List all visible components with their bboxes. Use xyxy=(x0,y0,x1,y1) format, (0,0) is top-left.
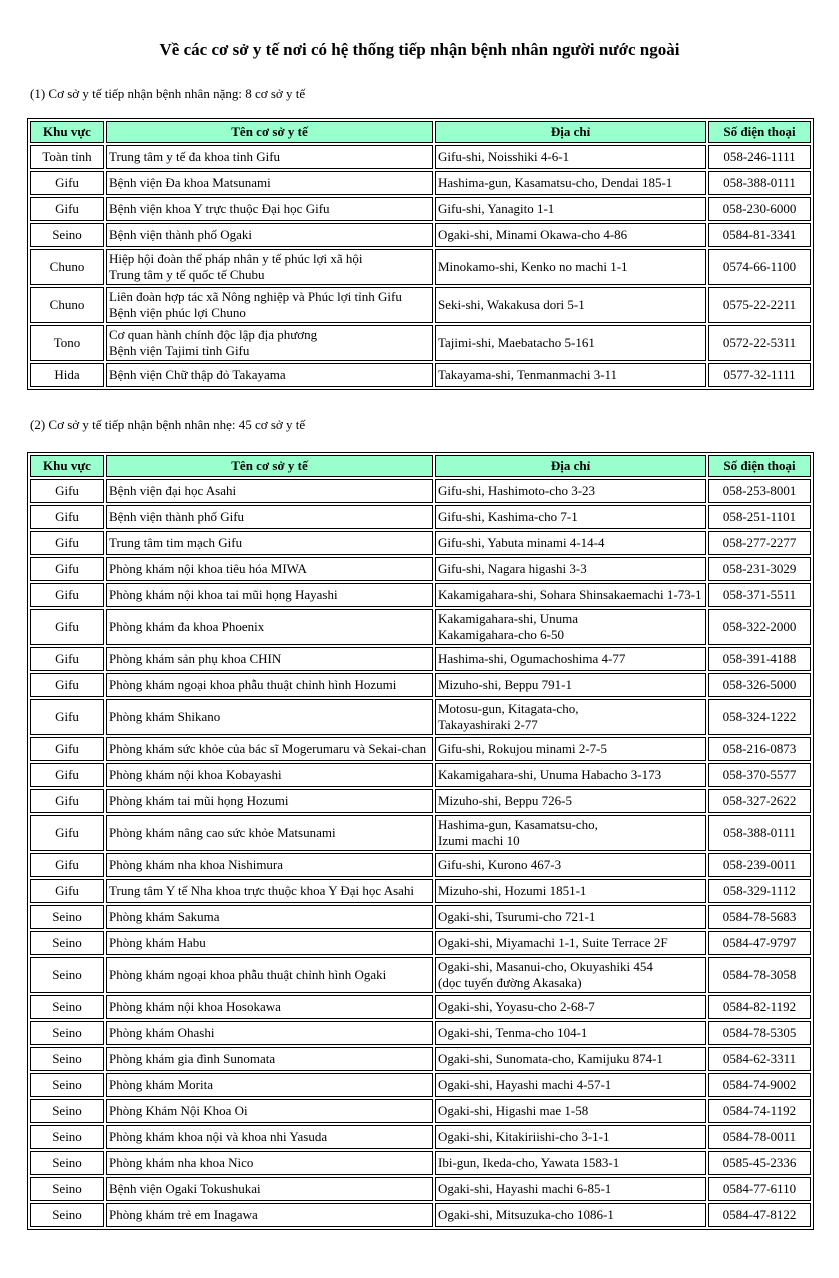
facility-name-cell: Phòng khám sức khỏe của bác sĩ Mogerumaru và Sekai-chan xyxy=(106,737,433,761)
table-header-row xyxy=(30,121,811,143)
phone-cell: 0584-78-5683 xyxy=(708,905,811,929)
address-cell: Ogaki-shi, Minami Okawa-cho 4-86 xyxy=(435,223,706,247)
phone-cell: 058-388-0111 xyxy=(708,815,811,851)
table-header-row xyxy=(30,455,811,477)
phone-cell: 058-326-5000 xyxy=(708,673,811,697)
area-cell: Gifu xyxy=(30,879,104,903)
phone-cell: 058-388-0111 xyxy=(708,171,811,195)
address-cell: Ogaki-shi, Kitakiriishi-cho 3-1-1 xyxy=(435,1125,706,1149)
facility-name-cell: Phòng khám nội khoa Kobayashi xyxy=(106,763,433,787)
table-row xyxy=(30,609,811,645)
facility-name-cell: Phòng khám nội khoa Hosokawa xyxy=(106,995,433,1019)
area-cell: Seino xyxy=(30,1099,104,1123)
table-row xyxy=(30,879,811,903)
phone-cell: 058-322-2000 xyxy=(708,609,811,645)
area-cell: Gifu xyxy=(30,815,104,851)
col-header-facility: Tên cơ sở y tế xyxy=(106,121,433,143)
table-row xyxy=(30,815,811,851)
phone-cell: 0584-74-9002 xyxy=(708,1073,811,1097)
area-cell: Seino xyxy=(30,1151,104,1175)
area-cell: Gifu xyxy=(30,505,104,529)
area-cell: Gifu xyxy=(30,197,104,221)
table-row xyxy=(30,287,811,323)
facility-name-cell: Bệnh viện thành phố Ogaki xyxy=(106,223,433,247)
facility-name-cell: Phòng khám sản phụ khoa CHIN xyxy=(106,647,433,671)
area-cell: Chuno xyxy=(30,249,104,285)
phone-cell: 0584-62-3311 xyxy=(708,1047,811,1071)
table-row xyxy=(30,223,811,247)
facility-name-cell: Bệnh viện Chữ thập đỏ Takayama xyxy=(106,363,433,387)
area-cell: Seino xyxy=(30,1177,104,1201)
table-row xyxy=(30,737,811,761)
table-row xyxy=(30,145,811,169)
address-cell: Mizuho-shi, Beppu 791-1 xyxy=(435,673,706,697)
phone-cell: 058-370-5577 xyxy=(708,763,811,787)
table-row xyxy=(30,789,811,813)
facility-name-cell: Phòng khám đa khoa Phoenix xyxy=(106,609,433,645)
col-header-phone: Số điện thoại xyxy=(708,455,811,477)
area-cell: Gifu xyxy=(30,609,104,645)
facility-name-cell: Bệnh viện thành phố Gifu xyxy=(106,505,433,529)
facility-name-cell: Phòng khám trẻ em Inagawa xyxy=(106,1203,433,1227)
area-cell: Gifu xyxy=(30,583,104,607)
facility-name-cell: Phòng khám Shikano xyxy=(106,699,433,735)
phone-cell: 058-253-8001 xyxy=(708,479,811,503)
address-cell: Seki-shi, Wakakusa dori 5-1 xyxy=(435,287,706,323)
area-cell: Seino xyxy=(30,1073,104,1097)
table-row xyxy=(30,699,811,735)
facility-name-cell: Phòng khám nội khoa tiêu hóa MIWA xyxy=(106,557,433,581)
address-cell: Hashima-gun, Kasamatsu-cho, Dendai 185-1 xyxy=(435,171,706,195)
table-row xyxy=(30,531,811,555)
phone-cell: 058-324-1222 xyxy=(708,699,811,735)
col-header-area: Khu vực xyxy=(30,455,104,477)
address-cell: Gifu-shi, Kashima-cho 7-1 xyxy=(435,505,706,529)
facility-name-cell: Hiệp hội đoàn thể pháp nhân y tế phúc lợi xã hội Trung tâm y tế quốc tế Chubu xyxy=(106,249,433,285)
phone-cell: 0584-47-8122 xyxy=(708,1203,811,1227)
facility-name-cell: Trung tâm tim mạch Gifu xyxy=(106,531,433,555)
phone-cell: 058-371-5511 xyxy=(708,583,811,607)
phone-cell: 058-239-0011 xyxy=(708,853,811,877)
table-row xyxy=(30,249,811,285)
table-row xyxy=(30,557,811,581)
facility-name-cell: Phòng khám Sakuma xyxy=(106,905,433,929)
address-cell: Ogaki-shi, Masanui-cho, Okuyashiki 454 (dọc tuyến đường Akasaka) xyxy=(435,957,706,993)
address-cell: Ogaki-shi, Mitsuzuka-cho 1086-1 xyxy=(435,1203,706,1227)
area-cell: Gifu xyxy=(30,789,104,813)
area-cell: Gifu xyxy=(30,557,104,581)
table-row xyxy=(30,673,811,697)
address-cell: Ogaki-shi, Hayashi machi 4-57-1 xyxy=(435,1073,706,1097)
address-cell: Kakamigahara-shi, Sohara Shinsakaemachi 1-73-1 xyxy=(435,583,706,607)
address-cell: Mizuho-shi, Beppu 726-5 xyxy=(435,789,706,813)
area-cell: Gifu xyxy=(30,763,104,787)
phone-cell: 0584-77-6110 xyxy=(708,1177,811,1201)
address-cell: Ogaki-shi, Yoyasu-cho 2-68-7 xyxy=(435,995,706,1019)
section-1-heading: (1) Cơ sở y tế tiếp nhận bệnh nhân nặng: 8 cơ sở y tế xyxy=(30,86,306,101)
area-cell: Seino xyxy=(30,1203,104,1227)
address-cell: Kakamigahara-shi, Unuma Habacho 3-173 xyxy=(435,763,706,787)
area-cell: Seino xyxy=(30,1021,104,1045)
table-row xyxy=(30,583,811,607)
area-cell: Gifu xyxy=(30,647,104,671)
area-cell: Toàn tỉnh xyxy=(30,145,104,169)
table-row xyxy=(30,1203,811,1227)
facility-name-cell: Phòng khám ngoại khoa phẫu thuật chỉnh hình Hozumi xyxy=(106,673,433,697)
address-cell: Ogaki-shi, Tsurumi-cho 721-1 xyxy=(435,905,706,929)
table-row xyxy=(30,1177,811,1201)
phone-cell: 058-246-1111 xyxy=(708,145,811,169)
table-row xyxy=(30,995,811,1019)
area-cell: Gifu xyxy=(30,699,104,735)
facility-name-cell: Trung tâm y tế đa khoa tỉnh Gifu xyxy=(106,145,433,169)
table-row xyxy=(30,763,811,787)
table-row xyxy=(30,1151,811,1175)
area-cell: Seino xyxy=(30,1125,104,1149)
facility-name-cell: Phòng khám khoa nội và khoa nhi Yasuda xyxy=(106,1125,433,1149)
area-cell: Gifu xyxy=(30,531,104,555)
facility-name-cell: Bệnh viện Đa khoa Matsunami xyxy=(106,171,433,195)
facility-name-cell: Phòng khám Morita xyxy=(106,1073,433,1097)
facility-name-cell: Phòng khám Ohashi xyxy=(106,1021,433,1045)
col-header-address: Địa chỉ xyxy=(435,121,706,143)
address-cell: Gifu-shi, Noisshiki 4-6-1 xyxy=(435,145,706,169)
area-cell: Seino xyxy=(30,995,104,1019)
facility-name-cell: Cơ quan hành chính độc lập địa phương Bệnh viện Tajimi tỉnh Gifu xyxy=(106,325,433,361)
phone-cell: 0574-66-1100 xyxy=(708,249,811,285)
section-2-heading: (2) Cơ sở y tế tiếp nhận bệnh nhân nhẹ: 45 cơ sở y tế xyxy=(30,417,306,432)
area-cell: Seino xyxy=(30,931,104,955)
table-row xyxy=(30,1125,811,1149)
page-title: Về các cơ sở y tế nơi có hệ thống tiếp nhận bệnh nhân người nước ngoài xyxy=(159,40,680,59)
address-cell: Ogaki-shi, Higashi mae 1-58 xyxy=(435,1099,706,1123)
table-row xyxy=(30,479,811,503)
table-row xyxy=(30,1021,811,1045)
phone-cell: 058-277-2277 xyxy=(708,531,811,555)
area-cell: Gifu xyxy=(30,737,104,761)
facility-name-cell: Phòng Khám Nội Khoa Oi xyxy=(106,1099,433,1123)
address-cell: Kakamigahara-shi, Unuma Kakamigahara-cho 6-50 xyxy=(435,609,706,645)
facility-name-cell: Trung tâm Y tế Nha khoa trực thuộc khoa Y Đại học Asahi xyxy=(106,879,433,903)
phone-cell: 058-230-6000 xyxy=(708,197,811,221)
area-cell: Seino xyxy=(30,957,104,993)
address-cell: Mizuho-shi, Hozumi 1851-1 xyxy=(435,879,706,903)
address-cell: Gifu-shi, Yabuta minami 4-14-4 xyxy=(435,531,706,555)
table-row xyxy=(30,197,811,221)
table-row xyxy=(30,1099,811,1123)
address-cell: Ogaki-shi, Hayashi machi 6-85-1 xyxy=(435,1177,706,1201)
table-row xyxy=(30,957,811,993)
facility-name-cell: Phòng khám ngoại khoa phẫu thuật chỉnh hình Ogaki xyxy=(106,957,433,993)
facility-name-cell: Phòng khám nha khoa Nishimura xyxy=(106,853,433,877)
facility-name-cell: Phòng khám gia đình Sunomata xyxy=(106,1047,433,1071)
phone-cell: 058-329-1112 xyxy=(708,879,811,903)
address-cell: Gifu-shi, Rokujou minami 2-7-5 xyxy=(435,737,706,761)
phone-cell: 0584-78-5305 xyxy=(708,1021,811,1045)
phone-cell: 0584-74-1192 xyxy=(708,1099,811,1123)
facility-name-cell: Phòng khám nội khoa tai mũi họng Hayashi xyxy=(106,583,433,607)
col-header-phone: Số điện thoại xyxy=(708,121,811,143)
address-cell: Gifu-shi, Nagara higashi 3-3 xyxy=(435,557,706,581)
area-cell: Gifu xyxy=(30,479,104,503)
table-row xyxy=(30,325,811,361)
address-cell: Ogaki-shi, Tenma-cho 104-1 xyxy=(435,1021,706,1045)
phone-cell: 0572-22-5311 xyxy=(708,325,811,361)
table-row xyxy=(30,647,811,671)
table-row xyxy=(30,931,811,955)
col-header-facility: Tên cơ sở y tế xyxy=(106,455,433,477)
table-serious-patients xyxy=(27,118,814,390)
address-cell: Motosu-gun, Kitagata-cho, Takayashiraki 2-77 xyxy=(435,699,706,735)
area-cell: Gifu xyxy=(30,171,104,195)
phone-cell: 058-231-3029 xyxy=(708,557,811,581)
area-cell: Chuno xyxy=(30,287,104,323)
table-row xyxy=(30,505,811,529)
address-cell: Ibi-gun, Ikeda-cho, Yawata 1583-1 xyxy=(435,1151,706,1175)
phone-cell: 058-216-0873 xyxy=(708,737,811,761)
phone-cell: 0584-47-9797 xyxy=(708,931,811,955)
area-cell: Gifu xyxy=(30,673,104,697)
address-cell: Hashima-shi, Ogumachoshima 4-77 xyxy=(435,647,706,671)
address-cell: Gifu-shi, Yanagito 1-1 xyxy=(435,197,706,221)
address-cell: Hashima-gun, Kasamatsu-cho, Izumi machi 10 xyxy=(435,815,706,851)
phone-cell: 058-327-2622 xyxy=(708,789,811,813)
facility-name-cell: Bệnh viện khoa Y trực thuộc Đại học Gifu xyxy=(106,197,433,221)
area-cell: Gifu xyxy=(30,853,104,877)
facility-name-cell: Phòng khám nha khoa Nico xyxy=(106,1151,433,1175)
table-row xyxy=(30,1073,811,1097)
facility-name-cell: Bệnh viện đại học Asahi xyxy=(106,479,433,503)
table-row xyxy=(30,171,811,195)
table-row xyxy=(30,853,811,877)
col-header-address: Địa chỉ xyxy=(435,455,706,477)
table-mild-patients xyxy=(27,452,814,1230)
address-cell: Takayama-shi, Tenmanmachi 3-11 xyxy=(435,363,706,387)
facility-name-cell: Bệnh viện Ogaki Tokushukai xyxy=(106,1177,433,1201)
address-cell: Gifu-shi, Hashimoto-cho 3-23 xyxy=(435,479,706,503)
address-cell: Ogaki-shi, Sunomata-cho, Kamijuku 874-1 xyxy=(435,1047,706,1071)
address-cell: Tajimi-shi, Maebatacho 5-161 xyxy=(435,325,706,361)
facility-name-cell: Phòng khám Habu xyxy=(106,931,433,955)
phone-cell: 0577-32-1111 xyxy=(708,363,811,387)
table-row xyxy=(30,1047,811,1071)
facility-name-cell: Phòng khám tai mũi họng Hozumi xyxy=(106,789,433,813)
phone-cell: 0584-78-0011 xyxy=(708,1125,811,1149)
table-row xyxy=(30,363,811,387)
phone-cell: 0584-82-1192 xyxy=(708,995,811,1019)
phone-cell: 0575-22-2211 xyxy=(708,287,811,323)
facility-name-cell: Phòng khám nâng cao sức khỏe Matsunami xyxy=(106,815,433,851)
facility-name-cell: Liên đoàn hợp tác xã Nông nghiệp và Phúc lợi tỉnh Gifu Bệnh viện phúc lợi Chuno xyxy=(106,287,433,323)
phone-cell: 0584-78-3058 xyxy=(708,957,811,993)
area-cell: Seino xyxy=(30,1047,104,1071)
area-cell: Seino xyxy=(30,223,104,247)
address-cell: Gifu-shi, Kurono 467-3 xyxy=(435,853,706,877)
phone-cell: 0584-81-3341 xyxy=(708,223,811,247)
address-cell: Ogaki-shi, Miyamachi 1-1, Suite Terrace 2F xyxy=(435,931,706,955)
area-cell: Seino xyxy=(30,905,104,929)
table-row xyxy=(30,905,811,929)
area-cell: Tono xyxy=(30,325,104,361)
address-cell: Minokamo-shi, Kenko no machi 1-1 xyxy=(435,249,706,285)
area-cell: Hida xyxy=(30,363,104,387)
phone-cell: 058-251-1101 xyxy=(708,505,811,529)
col-header-area: Khu vực xyxy=(30,121,104,143)
phone-cell: 058-391-4188 xyxy=(708,647,811,671)
phone-cell: 0585-45-2336 xyxy=(708,1151,811,1175)
